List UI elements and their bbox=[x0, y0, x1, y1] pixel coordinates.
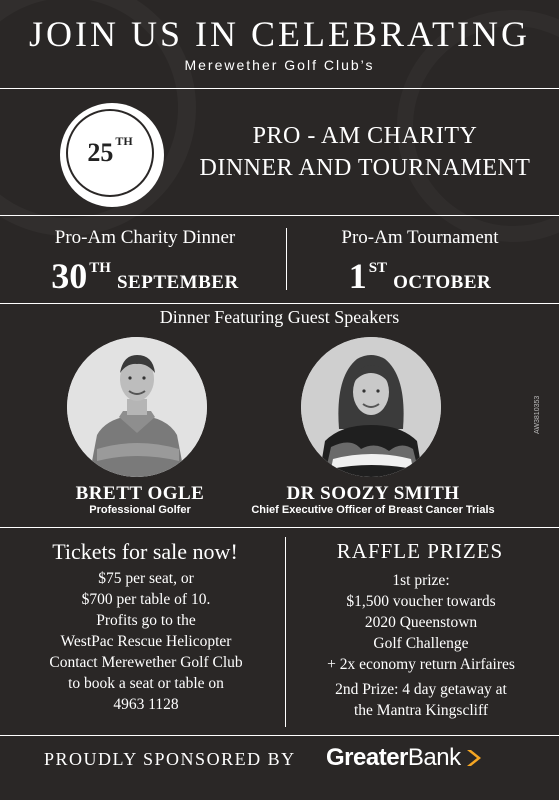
tickets-line: Profits go to the bbox=[96, 612, 196, 629]
divider bbox=[0, 303, 559, 304]
raffle-line: 1st prize: bbox=[392, 572, 450, 589]
dinner-month: SEPTEMBER bbox=[116, 272, 239, 293]
tournament-day: 1 bbox=[348, 256, 367, 296]
man-portrait-illustration bbox=[67, 337, 207, 477]
raffle-line: the Mantra Kingscliff bbox=[353, 702, 488, 719]
tournament-heading: Pro-Am Tournament bbox=[341, 227, 499, 248]
event-title-line: PRO - AM CHARITY bbox=[252, 123, 478, 149]
tickets-heading: Tickets for sale now! bbox=[52, 539, 238, 564]
divider bbox=[0, 215, 559, 216]
tickets-line: $75 per seat, or bbox=[98, 570, 194, 587]
speakers-heading: Dinner Featuring Guest Speakers bbox=[159, 307, 400, 327]
sponsor-logo bbox=[326, 744, 482, 772]
speaker-photo-soozy-smith bbox=[301, 337, 441, 477]
tournament-day-suffix: ST bbox=[368, 260, 388, 276]
raffle-line: + 2x economy return Airfaires bbox=[327, 656, 515, 673]
raffle-line: $1,500 voucher towards bbox=[346, 593, 496, 610]
speaker-name: DR SOOZY SMITH bbox=[286, 483, 460, 504]
tickets-line: Contact Merewether Golf Club bbox=[49, 654, 243, 671]
raffle-line: 2nd Prize: 4 day getaway at bbox=[335, 681, 507, 698]
raffle-line: Golf Challenge bbox=[373, 635, 469, 652]
tournament-month: OCTOBER bbox=[393, 272, 492, 293]
tickets-line: WestPac Rescue Helicopter bbox=[60, 633, 232, 650]
event-title bbox=[180, 120, 550, 184]
dinner-heading: Pro-Am Charity Dinner bbox=[54, 227, 236, 248]
dinner-date bbox=[20, 255, 270, 297]
raffle-details bbox=[295, 570, 547, 721]
column-divider bbox=[286, 228, 287, 290]
tickets-details bbox=[14, 568, 278, 715]
badge-number: 25 bbox=[87, 138, 114, 167]
brand-part: Greater bbox=[326, 744, 408, 771]
divider bbox=[0, 88, 559, 89]
club-name: Merewether Golf Club’s bbox=[184, 57, 375, 73]
column-divider bbox=[285, 537, 286, 727]
dinner-day-suffix: TH bbox=[89, 260, 111, 276]
chevron-right-icon bbox=[464, 748, 482, 768]
tickets-line: $700 per table of 10. bbox=[81, 591, 211, 608]
event-title-line: DINNER AND TOURNAMENT bbox=[199, 155, 531, 181]
tickets-line: to book a seat or table on bbox=[68, 675, 224, 692]
badge-suffix: TH bbox=[115, 133, 133, 148]
speaker-role: Chief Executive Officer of Breast Cancer Trials bbox=[251, 504, 495, 516]
woman-portrait-illustration bbox=[301, 337, 441, 477]
raffle-line: 2020 Queenstown bbox=[364, 614, 478, 631]
tournament-date bbox=[300, 255, 540, 297]
tickets-line: 4963 1128 bbox=[113, 696, 179, 713]
speaker-role: Professional Golfer bbox=[89, 504, 191, 516]
headline: JOIN US IN CELEBRATING bbox=[29, 14, 530, 54]
ad-code: AW3810353 bbox=[534, 395, 541, 435]
divider bbox=[0, 735, 559, 736]
dinner-day: 30 bbox=[51, 256, 88, 296]
divider bbox=[0, 527, 559, 528]
brand-part: Bank bbox=[407, 744, 461, 771]
sponsor-label: PROUDLY SPONSORED BY bbox=[44, 749, 296, 769]
speaker-name: BRETT OGLE bbox=[75, 483, 205, 504]
anniversary-badge bbox=[66, 109, 154, 197]
raffle-heading: RAFFLE PRIZES bbox=[336, 539, 504, 563]
speaker-photo-brett-ogle bbox=[67, 337, 207, 477]
